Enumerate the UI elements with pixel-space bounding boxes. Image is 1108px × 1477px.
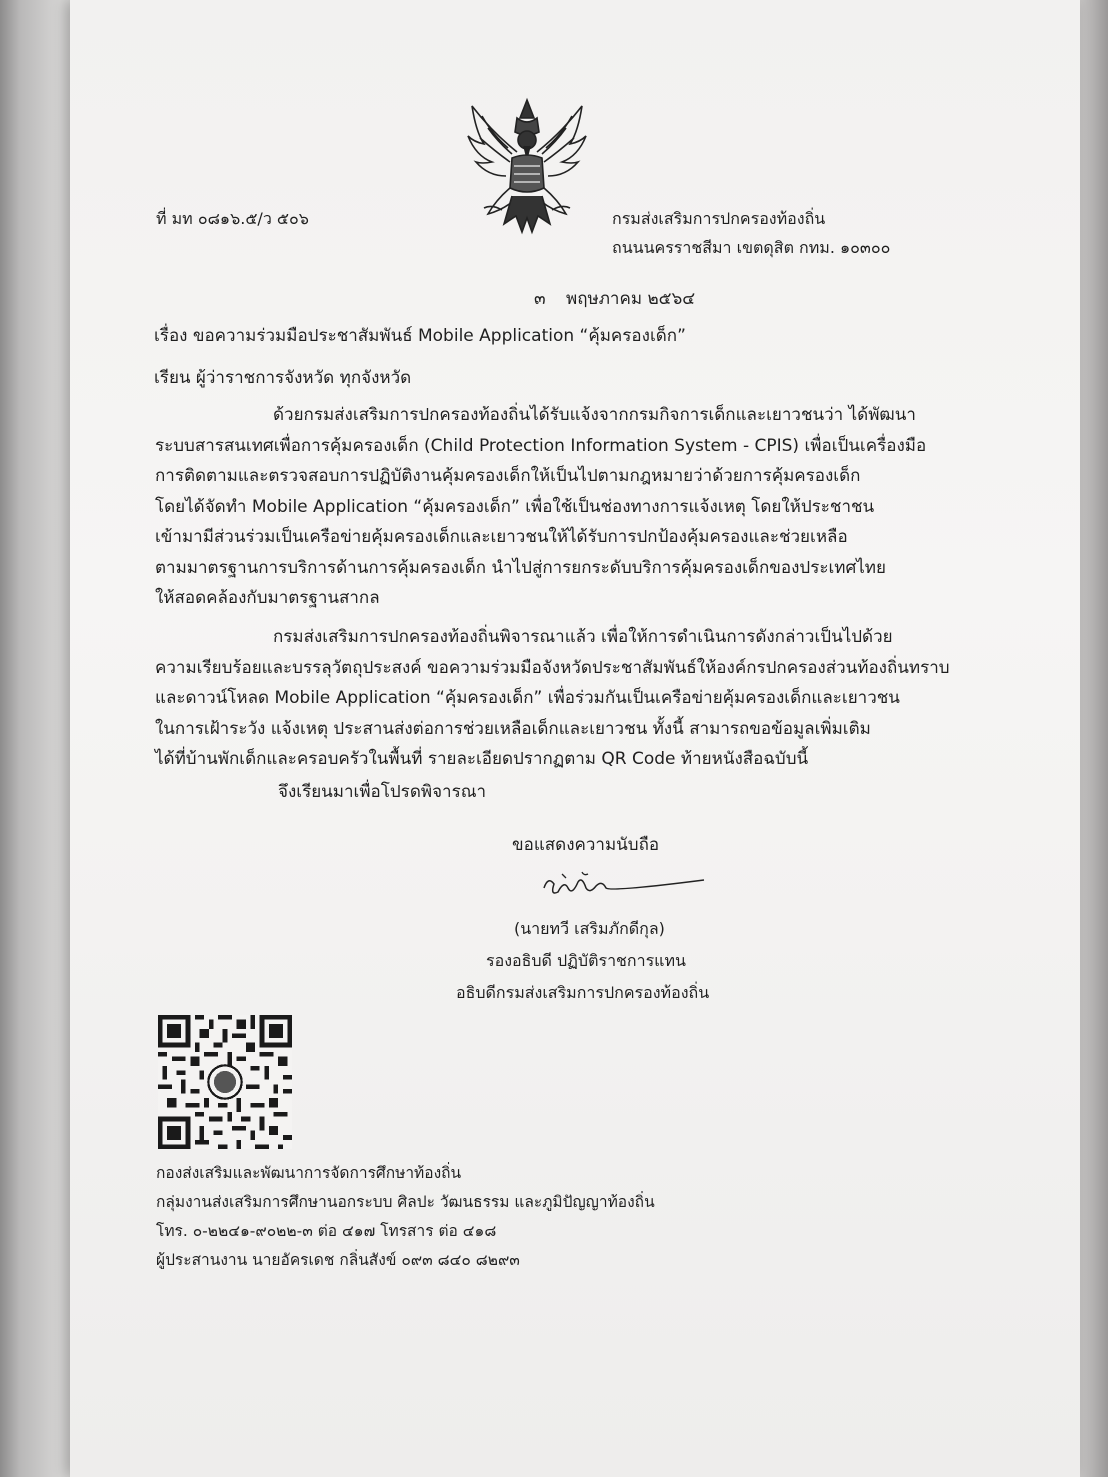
document-number: ที่ มท ๐๘๑๖.๕/ว ๕๐๖	[156, 209, 309, 228]
paragraph-line: ด้วยกรมส่งเสริมการปกครองท้องถิ่นได้รับแจ้งจากกรมกิจการเด็กและเยาวชนว่า ได้พัฒนา	[273, 405, 916, 425]
paragraph-line: การติดตามและตรวจสอบการปฏิบัติงานคุ้มครองเด็กให้เป็นไปตามกฎหมายว่าด้วยการคุ้มครองเด็ก	[155, 466, 861, 486]
closing-request: จึงเรียนมาเพื่อโปรดพิจารณา	[278, 782, 487, 802]
qr-code-icon	[158, 1015, 292, 1149]
date-day: ๓	[534, 289, 546, 309]
body-paragraph-2	[155, 622, 950, 775]
footer-phone: โทร. ๐-๒๒๔๑-๙๐๒๒-๓ ต่อ ๔๑๗ โทรสาร ต่อ ๔๑๘	[156, 1222, 497, 1240]
closing-salutation: ขอแสดงความนับถือ	[512, 835, 660, 855]
body-paragraph-1	[155, 400, 927, 614]
issuer-name: กรมส่งเสริมการปกครองท้องถิ่น	[612, 209, 826, 228]
handwritten-signature-icon	[538, 866, 708, 906]
footer-coordinator: ผู้ประสานงาน นายอัครเดช กลิ่นสังข์ ๐๙๓ ๘๔๐ ๘๒๙๓	[156, 1251, 520, 1269]
signer-name: (นายทวี เสริมภักดีกุล)	[514, 919, 665, 938]
paragraph-line: ระบบสารสนเทศเพื่อการคุ้มครองเด็ก (Child Protection Information System - CPIS) เพื่อเป็นเครื่องมือ	[155, 435, 927, 456]
footer-group: กลุ่มงานส่งเสริมการศึกษานอกระบบ ศิลปะ วัฒนธรรม และภูมิปัญญาท้องถิ่น	[156, 1193, 655, 1211]
paragraph-line: ตามมาตรฐานการบริการด้านการคุ้มครองเด็ก นำไปสู่การยกระดับบริการคุ้มครองเด็กของประเทศไทย	[155, 557, 886, 578]
paragraph-line: โดยได้จัดทำ Mobile Application “คุ้มครองเด็ก” เพื่อใช้เป็นช่องทางการแจ้งเหตุ โดยให้ประชาชน	[155, 496, 875, 517]
paragraph-line: ความเรียบร้อยและบรรลุวัตถุประสงค์ ขอความร่วมมือจังหวัดประชาสัมพันธ์ให้องค์กรปกครองส่วนท้องถิ่นทราบ	[155, 657, 950, 678]
recipient-line: เรียน ผู้ว่าราชการจังหวัด ทุกจังหวัด	[154, 368, 412, 388]
issuer-address: ถนนนครราชสีมา เขตดุสิต กทม. ๑๐๓๐๐	[612, 238, 891, 257]
date-month-year: พฤษภาคม ๒๕๖๔	[566, 289, 696, 309]
paragraph-line: ให้สอดคล้องกับมาตรฐานสากล	[155, 588, 380, 608]
footer-division: กองส่งเสริมและพัฒนาการจัดการศึกษาท้องถิ่น	[156, 1164, 462, 1182]
paragraph-line: ได้ที่บ้านพักเด็กและครอบครัวในพื้นที่ รายละเอียดปรากฏตาม QR Code ท้ายหนังสือฉบับนี้	[155, 749, 809, 769]
paragraph-line: กรมส่งเสริมการปกครองท้องถิ่นพิจารณาแล้ว เพื่อให้การดำเนินการดังกล่าวเป็นไปด้วย	[273, 627, 893, 647]
signer-position-2: อธิบดีกรมส่งเสริมการปกครองท้องถิ่น	[456, 983, 710, 1002]
paragraph-line: เข้ามามีส่วนร่วมเป็นเครือข่ายคุ้มครองเด็กและเยาวชนให้ได้รับการปกป้องคุ้มครองและช่วยเหลือ	[155, 527, 848, 547]
paragraph-line: ในการเฝ้าระวัง แจ้งเหตุ ประสานส่งต่อการช่วยเหลือเด็กและเยาวชน ทั้งนี้ สามารถขอข้อมูลเพิ่มเติม	[155, 718, 871, 739]
subject-line: เรื่อง ขอความร่วมมือประชาสัมพันธ์ Mobile Application “คุ้มครองเด็ก”	[154, 326, 686, 346]
signer-position-1: รองอธิบดี ปฏิบัติราชการแทน	[486, 951, 686, 970]
garuda-emblem-icon	[462, 92, 592, 242]
paragraph-line: และดาวน์โหลด Mobile Application “คุ้มครองเด็ก” เพื่อร่วมกันเป็นเครือข่ายคุ้มครองเด็กและเยาวชน	[155, 688, 900, 708]
